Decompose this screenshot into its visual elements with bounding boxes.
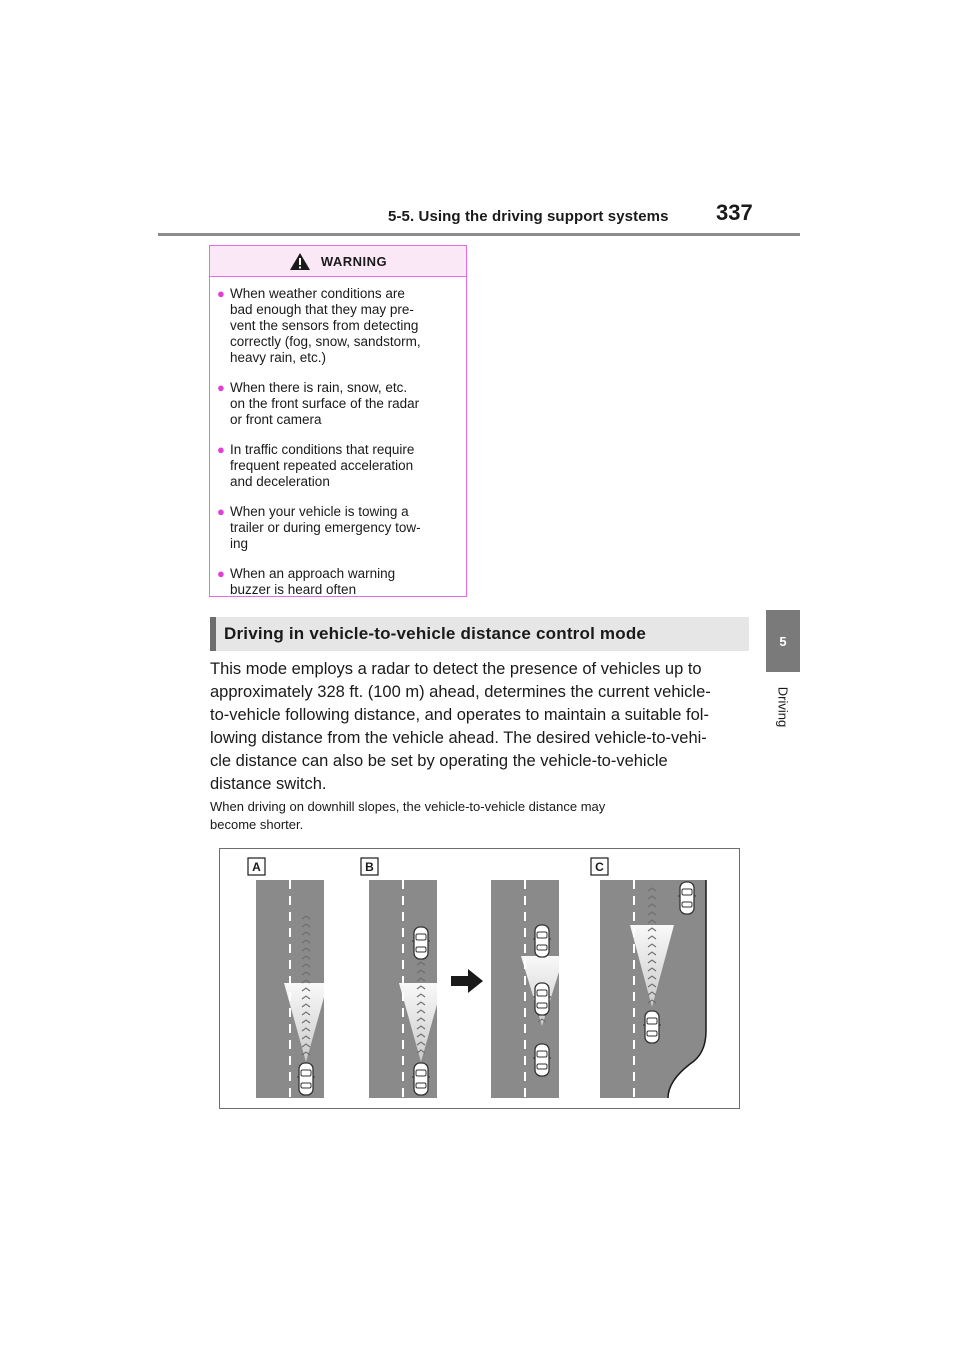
warning-item-text: When an approach warning buzzer is heard often — [230, 566, 396, 597]
warning-triangle-icon — [289, 252, 311, 271]
warning-item-text: When weather conditions are bad enough that they may pre- vent the sensors from detecting correctly (fog, snow, sandstorm, heavy rain, etc.) — [230, 286, 421, 365]
illustration-svg — [220, 849, 740, 1109]
bullet-icon: ● — [217, 504, 225, 519]
panel-b — [361, 858, 443, 1098]
warning-item — [217, 504, 460, 552]
own-vehicle — [533, 983, 551, 1015]
own-vehicle — [412, 1063, 430, 1095]
vehicle-in-other-lane — [678, 882, 696, 914]
chapter-number: 5 — [779, 633, 787, 649]
following-vehicle — [533, 1044, 551, 1076]
warning-item-text: In traffic conditions that require frequent repeated acceleration and deceleration — [230, 442, 415, 489]
warning-title: WARNING — [320, 253, 388, 269]
own-vehicle — [297, 1063, 315, 1095]
warning-box — [209, 245, 467, 597]
preceding-vehicle — [533, 925, 551, 957]
panel-c — [591, 858, 706, 1098]
warning-item — [217, 566, 460, 598]
body-paragraph: This mode employs a radar to detect the presence of vehicles up to approximately 328 ft. (100 m) ahead, determines the current vehicle- to-vehicle following distance, and operates to maintain a suitable fol- lowing distance from the vehicle ahead. The desired vehicle-to-vehi- cle distance can also be set by operating the vehicle-to-vehicle distance switch. — [210, 660, 711, 793]
chapter-tab[interactable] — [766, 610, 800, 672]
section-title: 5-5. Using the driving support systems — [388, 208, 669, 225]
panel-label-a: A — [252, 860, 261, 874]
warning-item — [217, 380, 460, 428]
bullet-icon: ● — [217, 566, 225, 581]
bullet-icon: ● — [217, 442, 225, 457]
right-arrow-icon — [451, 969, 483, 993]
panel-label-c: C — [595, 860, 604, 874]
page-number: 337 — [716, 200, 753, 225]
warning-item — [217, 442, 460, 490]
note-paragraph: When driving on downhill slopes, the vehicle-to-vehicle distance may become shorter. — [210, 799, 606, 832]
panel-a — [248, 858, 328, 1098]
warning-item-text: When your vehicle is towing a trailer or during emergency tow- ing — [230, 504, 421, 551]
preceding-vehicle — [412, 927, 430, 959]
distance-control-illustration — [219, 848, 740, 1109]
panel-b-continued — [491, 880, 564, 1098]
warning-item — [217, 286, 460, 366]
chapter-label: Driving — [775, 686, 791, 728]
header-rule — [158, 233, 800, 236]
bullet-icon: ● — [217, 380, 225, 395]
bullet-icon: ● — [217, 286, 225, 301]
warning-list — [210, 277, 466, 598]
warning-item-text: When there is rain, snow, etc. on the front surface of the radar or front camera — [230, 380, 420, 427]
section-heading: Driving in vehicle-to-vehicle distance control mode — [210, 617, 749, 651]
own-vehicle — [643, 1011, 661, 1043]
panel-label-b: B — [365, 860, 374, 874]
warning-header — [210, 246, 466, 277]
